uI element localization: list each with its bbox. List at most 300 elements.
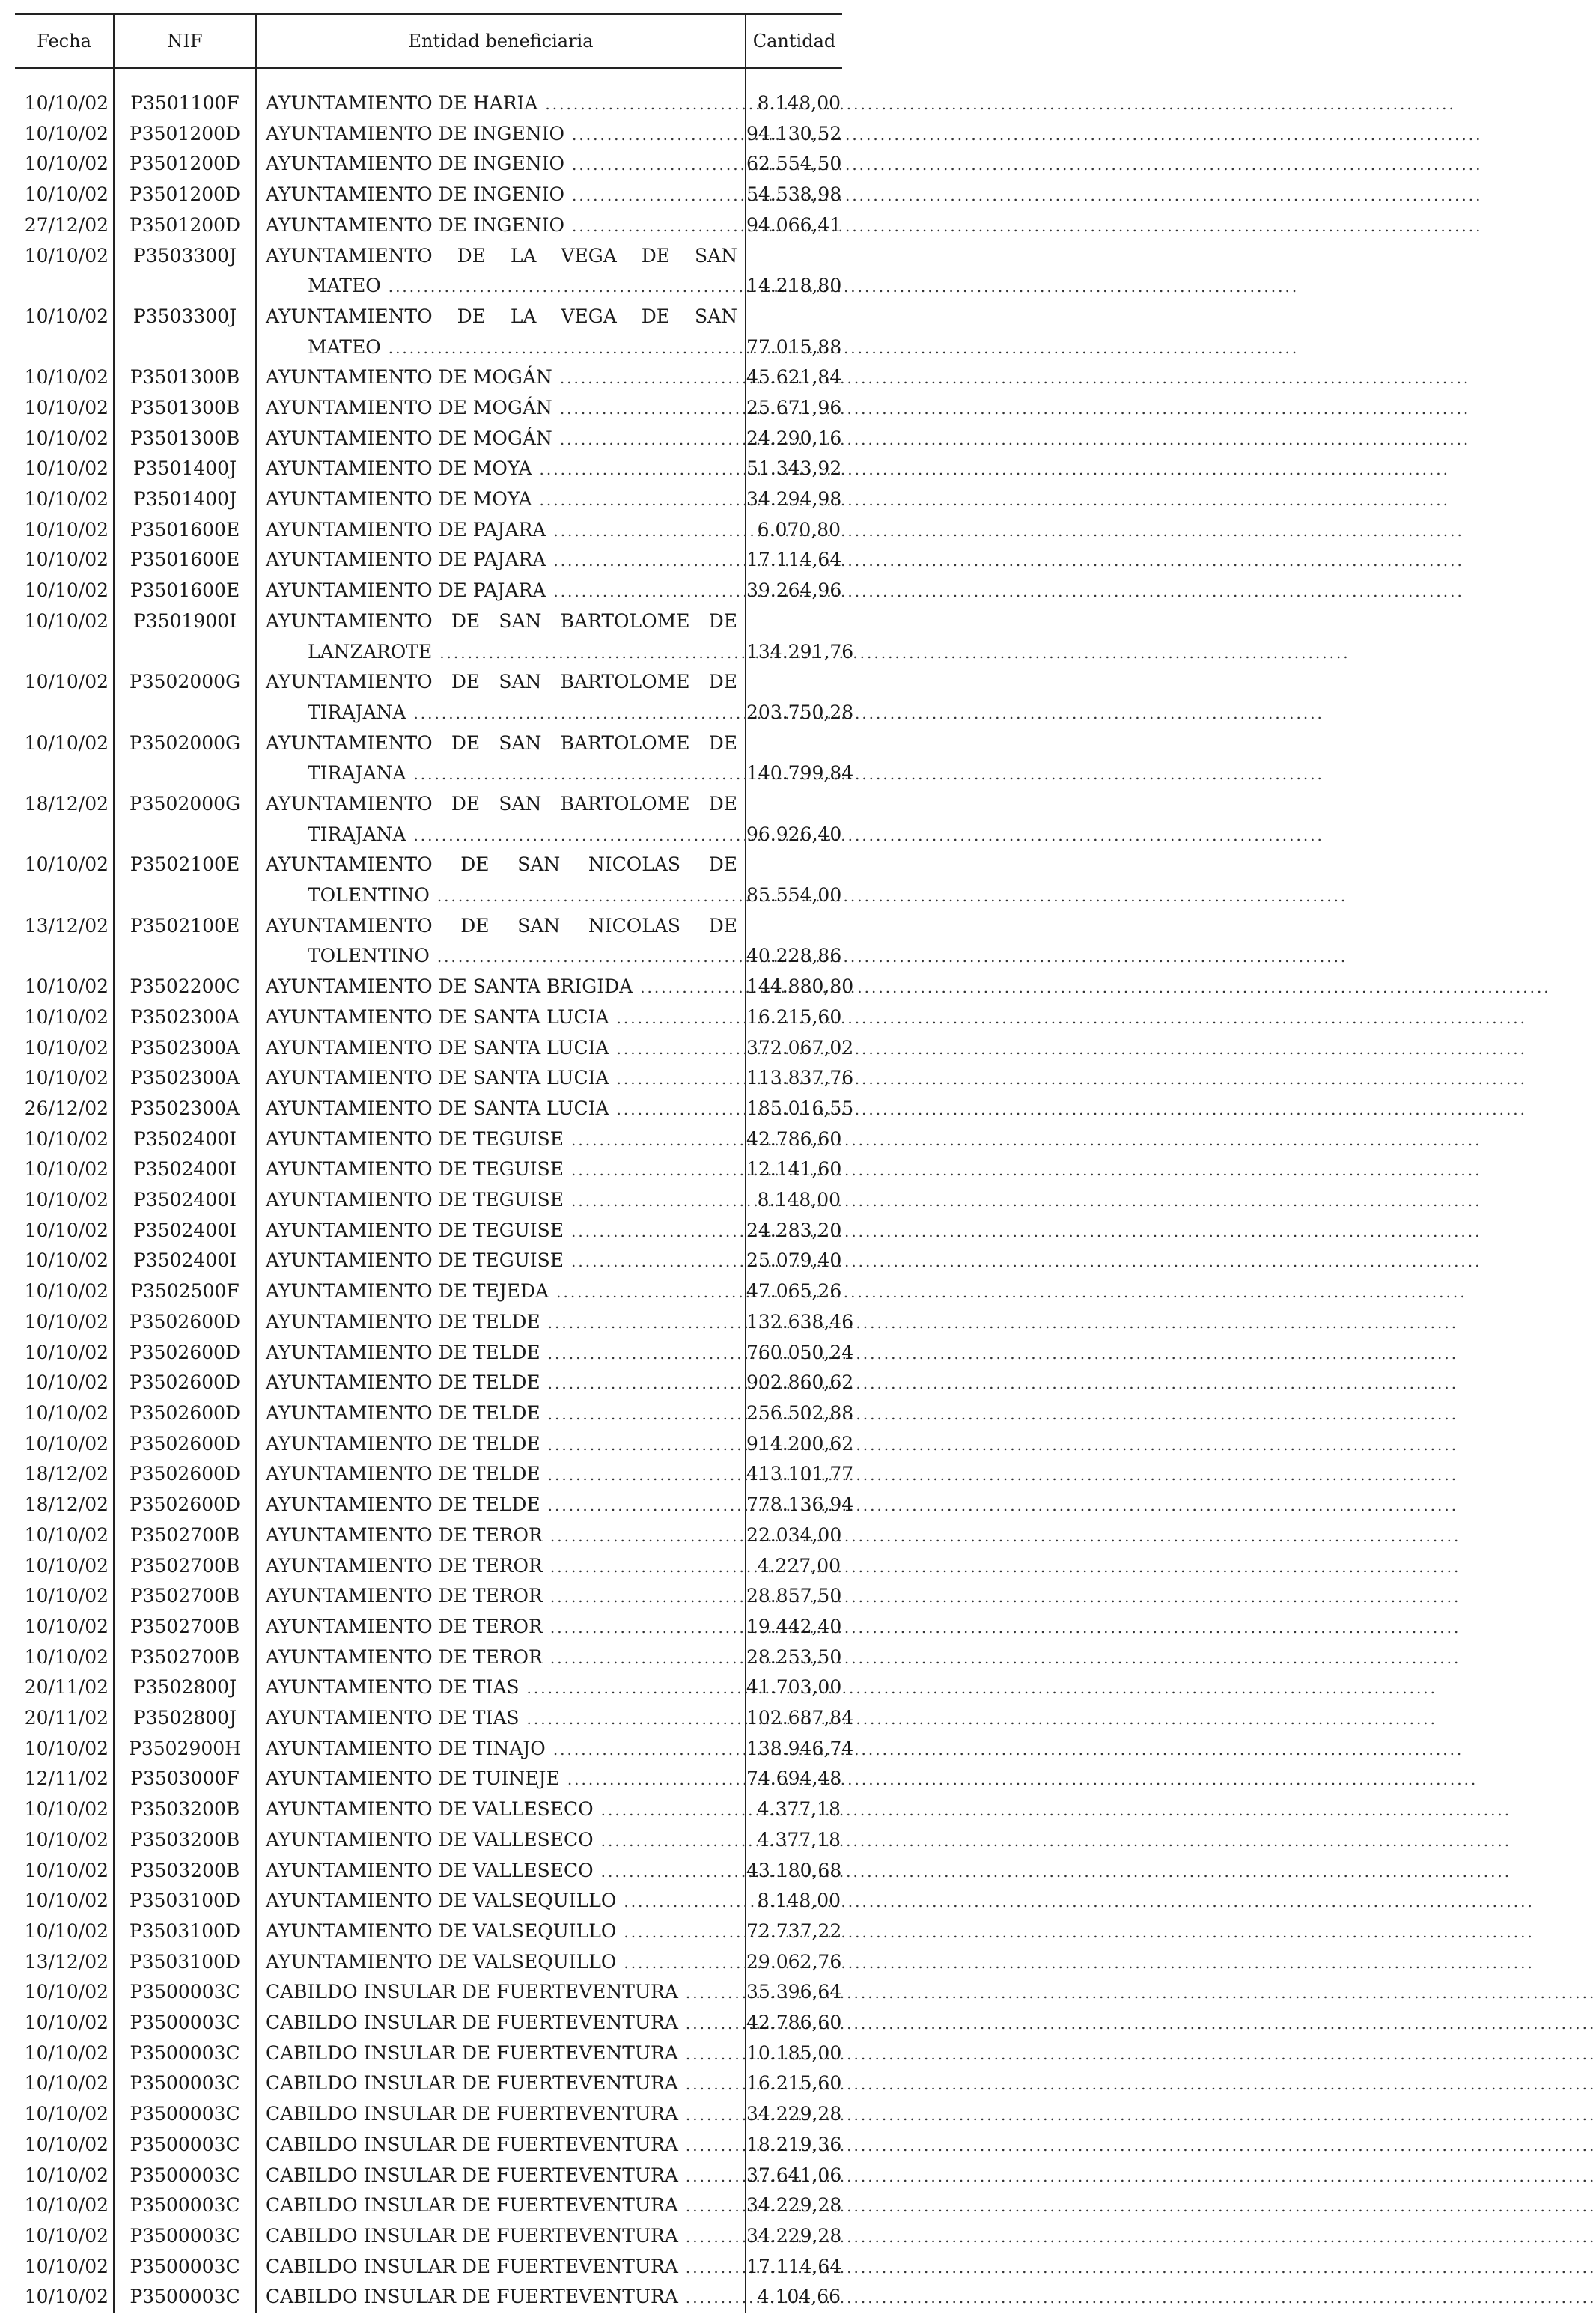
dot-leader	[571, 1125, 1481, 1156]
cell-cantidad: 34.229,28	[746, 2194, 842, 2217]
table-row	[15, 1642, 842, 1673]
cell-fecha: 10/10/02	[15, 2099, 114, 2130]
cell-nif: P3503300J	[114, 241, 256, 302]
cell-entidad	[256, 1490, 746, 1520]
cell-entidad	[256, 2068, 746, 2099]
table-row	[15, 1216, 842, 1246]
cell-entidad	[256, 1551, 746, 1582]
cell-nif: P3502400I	[114, 1216, 256, 1246]
cell-fecha: 10/10/02	[15, 1916, 114, 1947]
entidad-name: AYUNTAMIENTO DE TEROR	[266, 1523, 543, 1546]
cell-nif: P3503200B	[114, 1825, 256, 1856]
cell-nif: P3502600D	[114, 1398, 256, 1429]
cell-fecha: 10/10/02	[15, 1429, 114, 1460]
cell-fecha: 10/10/02	[15, 1033, 114, 1064]
cell-nif: P3501300B	[114, 362, 256, 393]
entidad-name-line2: MATEO	[308, 275, 381, 297]
cell-entidad	[256, 1246, 746, 1276]
entidad-name: AYUNTAMIENTO DE PAJARA	[266, 518, 546, 541]
entidad-name: AYUNTAMIENTO DE INGENIO	[266, 213, 565, 236]
dot-leader	[571, 1217, 1481, 1247]
cell-entidad	[256, 1916, 746, 1947]
table-row	[15, 180, 842, 210]
cell-nif: P3502700B	[114, 1642, 256, 1673]
cell-fecha: 10/10/02	[15, 424, 114, 454]
entidad-name-line2: LANZAROTE	[308, 640, 433, 663]
cell-cantidad: 42.786,60	[746, 2012, 842, 2034]
cell-fecha: 10/10/02	[15, 1886, 114, 1916]
dot-leader	[540, 485, 1450, 516]
cell-cantidad: 102.687,84	[746, 1707, 854, 1729]
cell-nif: P3500003C	[114, 2039, 256, 2069]
table-row	[15, 2008, 842, 2039]
dot-leader	[560, 424, 1470, 455]
dot-leader	[437, 881, 1347, 912]
cell-entidad	[256, 2130, 746, 2161]
cell-cantidad: 37.641,06	[746, 2164, 842, 2186]
entidad-name-line2: TIRAJANA	[308, 823, 406, 845]
cell-cantidad: 35.396,64	[746, 1981, 842, 2003]
table-row	[15, 454, 842, 484]
table-row	[15, 2190, 842, 2221]
cell-cantidad: 144.880,80	[746, 975, 854, 998]
cell-fecha: 10/10/02	[15, 1794, 114, 1825]
cell-entidad	[256, 119, 746, 150]
cell-fecha: 18/12/02	[15, 789, 114, 850]
cell-nif: P3503300J	[114, 302, 256, 362]
cell-fecha: 10/10/02	[15, 1185, 114, 1216]
cell-nif: P3502600D	[114, 1338, 256, 1368]
table-row	[15, 302, 842, 362]
cell-entidad	[256, 454, 746, 484]
cell-fecha: 10/10/02	[15, 241, 114, 302]
cell-fecha: 10/10/02	[15, 454, 114, 484]
cell-fecha: 10/10/02	[15, 1612, 114, 1642]
cell-cantidad: 10.185,00	[746, 2042, 842, 2064]
cell-fecha: 10/10/02	[15, 545, 114, 576]
table-row	[15, 728, 842, 789]
entidad-name: AYUNTAMIENTO DE TELDE	[266, 1432, 540, 1455]
table-row	[15, 393, 842, 424]
entidad-name: AYUNTAMIENTO DE MOGÁN	[266, 366, 552, 389]
cell-nif: P3502400I	[114, 1154, 256, 1185]
cell-nif: P3500003C	[114, 2161, 256, 2191]
cell-cantidad: 914.200,62	[746, 1432, 854, 1455]
cell-entidad	[256, 393, 746, 424]
cell-entidad	[256, 1276, 746, 1307]
cell-fecha: 26/12/02	[15, 1094, 114, 1124]
table-row	[15, 2221, 842, 2252]
cell-fecha: 10/10/02	[15, 1307, 114, 1338]
entidad-name: CABILDO INSULAR DE FUERTEVENTURA	[266, 2042, 678, 2064]
cell-cantidad: 54.538,98	[746, 183, 842, 206]
entidad-name: AYUNTAMIENTO DE VALLESECO	[266, 1798, 594, 1821]
cell-fecha: 10/10/02	[15, 667, 114, 728]
cell-fecha: 10/10/02	[15, 1977, 114, 2008]
dot-leader	[548, 1368, 1458, 1399]
dot-leader	[550, 1643, 1461, 1674]
cell-nif: P3501300B	[114, 393, 256, 424]
cell-nif: P3501300B	[114, 424, 256, 454]
table-row	[15, 424, 842, 454]
table-row	[15, 2161, 842, 2191]
cell-fecha: 10/10/02	[15, 515, 114, 546]
cell-cantidad: 760.050,24	[746, 1341, 854, 1363]
cell-cantidad: 72.737,22	[746, 1919, 842, 1942]
cell-nif: P3503000F	[114, 1764, 256, 1794]
table-row	[15, 1368, 842, 1398]
cell-entidad	[256, 1398, 746, 1429]
cell-entidad	[256, 2161, 746, 2191]
cell-cantidad: 203.750,28	[746, 701, 854, 723]
dot-leader	[548, 1430, 1458, 1461]
cell-fecha: 20/11/02	[15, 1672, 114, 1703]
cell-entidad	[256, 2282, 746, 2313]
dot-leader	[572, 150, 1482, 180]
entidad-name: AYUNTAMIENTO DE TEJEDA	[266, 1280, 549, 1303]
cell-cantidad: 51.343,92	[746, 457, 842, 480]
table-row	[15, 241, 842, 302]
cell-nif: P3502000G	[114, 728, 256, 789]
entidad-name: AYUNTAMIENTO DE INGENIO	[266, 122, 565, 144]
table-row	[15, 1002, 842, 1033]
cell-cantidad: 22.034,00	[746, 1523, 842, 1546]
cell-cantidad: 185.016,55	[746, 1097, 854, 1119]
cell-nif: P3502400I	[114, 1185, 256, 1216]
cell-cantidad: 96.926,40	[746, 823, 842, 845]
table-row	[15, 1520, 842, 1551]
cell-entidad	[256, 728, 746, 789]
entidad-name-line1: AYUNTAMIENTO DE SAN BARTOLOME DE	[266, 609, 737, 632]
cell-cantidad: 42.786,60	[746, 1127, 842, 1150]
table-row	[15, 1276, 842, 1307]
dot-leader	[548, 1399, 1458, 1430]
cell-nif: P3502700B	[114, 1581, 256, 1612]
cell-nif: P3500003C	[114, 1977, 256, 2008]
cell-cantidad: 12.141,60	[746, 1158, 842, 1181]
cell-nif: P3502100E	[114, 850, 256, 910]
cell-cantidad: 85.554,00	[746, 884, 842, 907]
cell-fecha: 10/10/02	[15, 2282, 114, 2313]
cell-fecha: 10/10/02	[15, 606, 114, 667]
cell-entidad	[256, 1459, 746, 1490]
cell-cantidad: 17.114,64	[746, 549, 842, 571]
cell-cantidad: 62.554,50	[746, 153, 842, 175]
table-top-spacer	[15, 68, 842, 88]
entidad-name: CABILDO INSULAR DE FUERTEVENTURA	[266, 1981, 678, 2003]
dot-leader	[550, 1521, 1461, 1552]
entidad-name: AYUNTAMIENTO DE INGENIO	[266, 153, 565, 175]
entidad-name-line2: TIRAJANA	[308, 701, 406, 723]
cell-entidad	[256, 1520, 746, 1551]
entidad-name: AYUNTAMIENTO DE TELDE	[266, 1401, 540, 1424]
cell-entidad	[256, 1825, 746, 1856]
cell-cantidad: 6.070,80	[757, 518, 841, 541]
table-row	[15, 1825, 842, 1856]
entidad-name: CABILDO INSULAR DE FUERTEVENTURA	[266, 2072, 678, 2095]
cell-cantidad: 25.671,96	[746, 396, 842, 418]
cell-cantidad: 140.799,84	[746, 762, 854, 785]
cell-nif: P3500003C	[114, 2282, 256, 2313]
cell-entidad	[256, 1094, 746, 1124]
cell-entidad	[256, 1154, 746, 1185]
entidad-name: AYUNTAMIENTO DE PAJARA	[266, 549, 546, 571]
cell-cantidad: 14.218,80	[746, 275, 842, 297]
table-row	[15, 972, 842, 1002]
dot-leader	[545, 89, 1455, 120]
cell-fecha: 10/10/02	[15, 576, 114, 606]
cell-nif: P3502900H	[114, 1734, 256, 1765]
cell-nif: P3502300A	[114, 1033, 256, 1064]
cell-nif: P3503100D	[114, 1886, 256, 1916]
cell-nif: P3502000G	[114, 667, 256, 728]
cell-entidad	[256, 2221, 746, 2252]
cell-fecha: 10/10/02	[15, 1581, 114, 1612]
entidad-name-line1: AYUNTAMIENTO DE SAN BARTOLOME DE	[266, 731, 737, 754]
cell-entidad	[256, 1947, 746, 1978]
cell-nif: P3503100D	[114, 1947, 256, 1978]
cell-entidad	[256, 911, 746, 972]
cell-entidad	[256, 515, 746, 546]
cell-fecha: 10/10/02	[15, 302, 114, 362]
cell-entidad	[256, 241, 746, 302]
entidad-name: AYUNTAMIENTO DE SANTA BRIGIDA	[266, 975, 633, 998]
table-row	[15, 1094, 842, 1124]
cell-cantidad: 16.215,60	[746, 1005, 842, 1028]
table-row	[15, 362, 842, 393]
cell-entidad	[256, 88, 746, 119]
cell-entidad	[256, 362, 746, 393]
entidad-name: AYUNTAMIENTO DE TELDE	[266, 1463, 540, 1485]
cell-cantidad: 28.857,50	[746, 1585, 842, 1607]
cell-nif: P3502200C	[114, 972, 256, 1002]
cell-fecha: 12/11/02	[15, 1764, 114, 1794]
cell-entidad	[256, 180, 746, 210]
cell-entidad	[256, 2190, 746, 2221]
cell-nif: P3502700B	[114, 1551, 256, 1582]
cell-cantidad: 39.264,96	[746, 579, 842, 602]
table-row	[15, 1947, 842, 1978]
cell-cantidad: 132.638,46	[746, 1310, 854, 1333]
cell-cantidad: 8.148,00	[757, 1189, 841, 1211]
entidad-name: AYUNTAMIENTO DE VALSEQUILLO	[266, 1919, 617, 1942]
cell-nif: P3503200B	[114, 1856, 256, 1887]
cell-entidad	[256, 545, 746, 576]
cell-cantidad: 18.219,36	[746, 2133, 842, 2155]
cell-nif: P3502400I	[114, 1246, 256, 1276]
dot-leader	[601, 1795, 1511, 1826]
cell-entidad	[256, 576, 746, 606]
cell-fecha: 10/10/02	[15, 362, 114, 393]
table-row	[15, 2099, 842, 2130]
cell-entidad	[256, 1886, 746, 1916]
dot-leader	[389, 333, 1299, 364]
cell-fecha: 10/10/02	[15, 2161, 114, 2191]
dot-leader	[550, 1582, 1461, 1613]
entidad-name: AYUNTAMIENTO DE VALSEQUILLO	[266, 1890, 617, 1912]
cell-cantidad: 4.377,18	[757, 1828, 841, 1851]
table-row	[15, 210, 842, 241]
cell-entidad	[256, 1033, 746, 1064]
cell-entidad	[256, 1856, 746, 1887]
cell-entidad	[256, 1216, 746, 1246]
entidad-name: AYUNTAMIENTO DE TINAJO	[266, 1737, 546, 1759]
entidad-name: AYUNTAMIENTO DE TELDE	[266, 1371, 540, 1394]
header-entidad: Entidad beneficiaria	[256, 14, 746, 68]
entidad-name-line1: AYUNTAMIENTO DE SAN NICOLAS DE	[266, 853, 737, 876]
cell-entidad	[256, 667, 746, 728]
table-row	[15, 1398, 842, 1429]
cell-entidad	[256, 789, 746, 850]
entidad-name: CABILDO INSULAR DE FUERTEVENTURA	[266, 2255, 678, 2277]
cell-fecha: 10/10/02	[15, 2039, 114, 2069]
table-row	[15, 1124, 842, 1155]
cell-nif: P3501200D	[114, 119, 256, 150]
dot-leader	[572, 211, 1482, 242]
table-row	[15, 1307, 842, 1338]
cell-fecha: 10/10/02	[15, 728, 114, 789]
cell-cantidad: 902.860,62	[746, 1371, 854, 1394]
dot-leader	[548, 1339, 1458, 1369]
dot-leader	[548, 1491, 1458, 1521]
table-row	[15, 2068, 842, 2099]
cell-nif: P3502300A	[114, 1063, 256, 1094]
table-row	[15, 1977, 842, 2008]
table-header	[15, 14, 842, 68]
entidad-name: AYUNTAMIENTO DE SANTA LUCIA	[266, 1097, 609, 1119]
cell-fecha: 10/10/02	[15, 2190, 114, 2221]
cell-entidad	[256, 1368, 746, 1398]
dot-leader	[556, 1277, 1466, 1308]
cell-fecha: 10/10/02	[15, 2008, 114, 2039]
cell-entidad	[256, 484, 746, 515]
cell-nif: P3502700B	[114, 1520, 256, 1551]
table-row	[15, 1672, 842, 1703]
dot-leader	[553, 516, 1463, 546]
cell-cantidad: 413.101,77	[746, 1463, 854, 1485]
dot-leader	[527, 1673, 1437, 1704]
entidad-name-line1: AYUNTAMIENTO DE SAN BARTOLOME DE	[266, 793, 737, 815]
entidad-name: AYUNTAMIENTO DE SANTA LUCIA	[266, 1067, 609, 1089]
table-row	[15, 1429, 842, 1460]
table-row	[15, 2130, 842, 2161]
dot-leader	[571, 1155, 1481, 1186]
header-cantidad: Cantidad	[746, 14, 842, 68]
table-row	[15, 1551, 842, 1582]
cell-fecha: 10/10/02	[15, 1368, 114, 1398]
cell-nif: P3502600D	[114, 1459, 256, 1490]
cell-cantidad: 77.015,88	[746, 335, 842, 358]
cell-entidad	[256, 850, 746, 910]
cell-cantidad: 24.290,16	[746, 427, 842, 449]
cell-entidad	[256, 2252, 746, 2283]
table-row	[15, 484, 842, 515]
dot-leader	[601, 1857, 1511, 1887]
entidad-name-line2: TIRAJANA	[308, 762, 406, 785]
cell-fecha: 10/10/02	[15, 1063, 114, 1094]
cell-fecha: 10/10/02	[15, 180, 114, 210]
cell-entidad	[256, 972, 746, 1002]
entidad-name: AYUNTAMIENTO DE TEGUISE	[266, 1127, 564, 1150]
cell-nif: P3502600D	[114, 1490, 256, 1520]
header-nif: NIF	[114, 14, 256, 68]
cell-entidad	[256, 424, 746, 454]
entidad-name-line2: TOLENTINO	[308, 945, 430, 967]
cell-entidad	[256, 149, 746, 180]
dot-leader	[560, 363, 1470, 394]
subsidy-table	[15, 13, 854, 2313]
dot-leader	[567, 1765, 1478, 1795]
cell-nif: P3500003C	[114, 2130, 256, 2161]
cell-fecha: 10/10/02	[15, 2252, 114, 2283]
table-row	[15, 1916, 842, 1947]
entidad-name: AYUNTAMIENTO DE TEROR	[266, 1645, 543, 1668]
entidad-name: AYUNTAMIENTO DE TIAS	[266, 1676, 520, 1699]
table-row	[15, 1490, 842, 1520]
cell-nif: P3501200D	[114, 149, 256, 180]
cell-nif: P3502300A	[114, 1002, 256, 1033]
cell-fecha: 27/12/02	[15, 210, 114, 241]
cell-entidad	[256, 1612, 746, 1642]
cell-nif: P3502600D	[114, 1307, 256, 1338]
entidad-name: CABILDO INSULAR DE FUERTEVENTURA	[266, 2103, 678, 2125]
cell-nif: P3502800J	[114, 1703, 256, 1734]
table-row	[15, 119, 842, 150]
table-row	[15, 515, 842, 546]
cell-cantidad: 8.148,00	[757, 92, 841, 114]
cell-nif: P3501600E	[114, 515, 256, 546]
cell-fecha: 10/10/02	[15, 1276, 114, 1307]
dot-leader	[553, 1735, 1463, 1765]
cell-fecha: 10/10/02	[15, 1154, 114, 1185]
cell-fecha: 10/10/02	[15, 1825, 114, 1856]
dot-leader	[527, 1704, 1437, 1735]
cell-nif: P3502500F	[114, 1276, 256, 1307]
dot-leader	[437, 942, 1347, 972]
entidad-name: AYUNTAMIENTO DE TEROR	[266, 1615, 543, 1637]
cell-entidad	[256, 1642, 746, 1673]
cell-fecha: 10/10/02	[15, 1246, 114, 1276]
cell-fecha: 10/10/02	[15, 149, 114, 180]
cell-fecha: 10/10/02	[15, 1002, 114, 1033]
cell-cantidad: 138.946,74	[746, 1737, 854, 1759]
table-row	[15, 1185, 842, 1216]
entidad-name: AYUNTAMIENTO DE TEGUISE	[266, 1158, 564, 1181]
cell-entidad	[256, 2008, 746, 2039]
cell-cantidad: 74.694,48	[746, 1768, 842, 1790]
table-row	[15, 1734, 842, 1765]
cell-nif: P3501100F	[114, 88, 256, 119]
dot-leader	[571, 1246, 1481, 1277]
table-row	[15, 911, 842, 972]
table-row	[15, 1794, 842, 1825]
table-row	[15, 1764, 842, 1794]
cell-entidad	[256, 606, 746, 667]
entidad-name: AYUNTAMIENTO DE TEGUISE	[266, 1189, 564, 1211]
cell-nif: P3502700B	[114, 1612, 256, 1642]
cell-cantidad: 372.067,02	[746, 1036, 854, 1059]
table-row	[15, 1703, 842, 1734]
cell-entidad	[256, 1764, 746, 1794]
table-row	[15, 1246, 842, 1276]
table-row	[15, 667, 842, 728]
cell-cantidad: 25.079,40	[746, 1249, 842, 1272]
entidad-name: AYUNTAMIENTO DE HARIA	[266, 92, 538, 114]
cell-entidad	[256, 1124, 746, 1155]
cell-nif: P3500003C	[114, 2008, 256, 2039]
cell-fecha: 10/10/02	[15, 2221, 114, 2252]
cell-nif: P3501600E	[114, 545, 256, 576]
